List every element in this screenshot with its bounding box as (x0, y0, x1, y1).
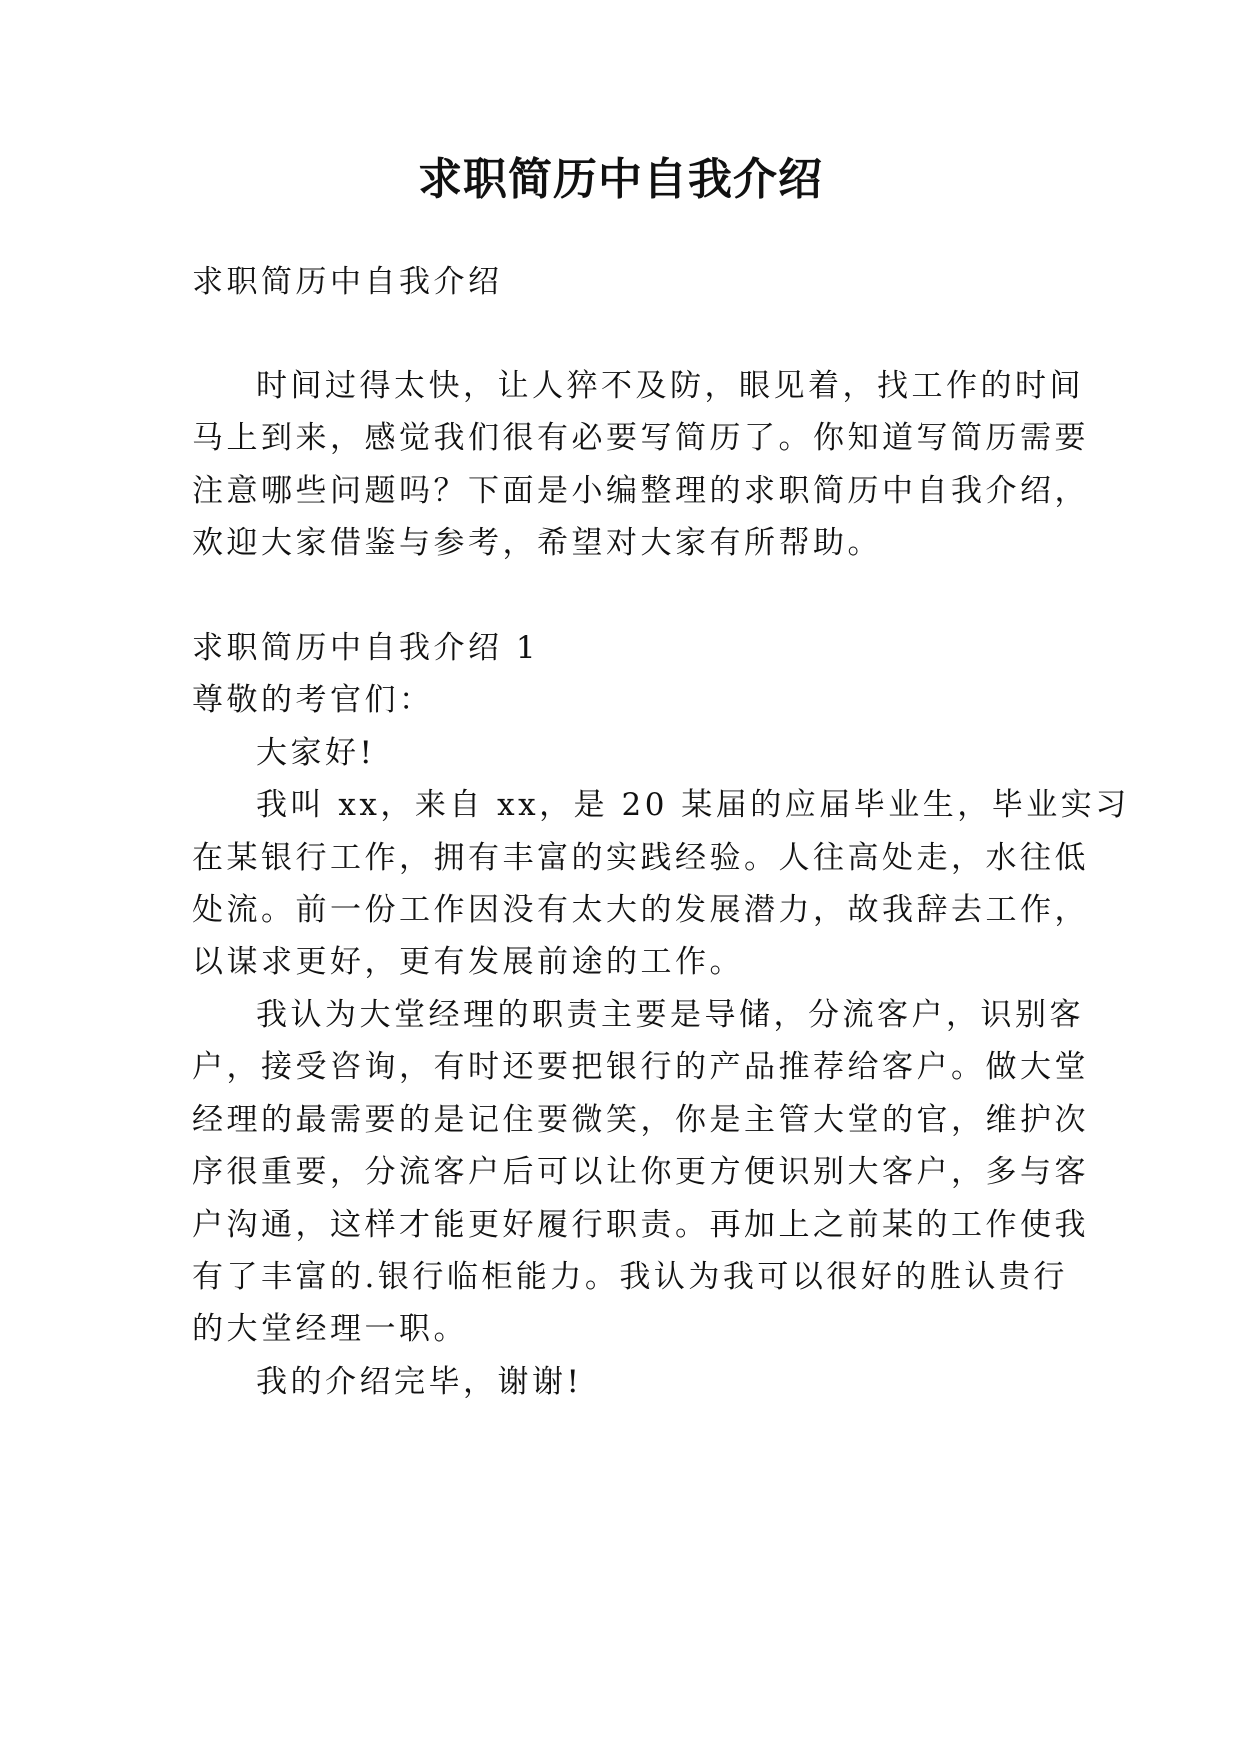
text-line: 我叫 xx，来自 xx，是 20 某届的应届毕业生，毕业实习 (256, 787, 1130, 823)
text-line: 欢迎大家借鉴与参考，希望对大家有所帮助。 (192, 525, 882, 561)
text-line: 处流。前一份工作因没有太大的发展潜力，故我辞去工作， (192, 892, 1089, 928)
text-line: 户沟通，这样才能更好履行职责。再加上之前某的工作使我 (192, 1207, 1089, 1243)
section-heading: 求职简历中自我介绍 1 (192, 630, 540, 666)
text-line: 在某银行工作，拥有丰富的实践经验。人往高处走，水往低 (192, 840, 1089, 876)
salutation: 尊敬的考官们： (192, 682, 434, 718)
text-line: 时间过得太快，让人猝不及防，眼见着，找工作的时间 (256, 368, 1084, 404)
text-line: 序很重要，分流客户后可以让你更方便识别大客户，多与客 (192, 1154, 1089, 1190)
heading-line: 求职简历中自我介绍 (192, 264, 503, 300)
text-line: 的大堂经理一职。 (192, 1311, 468, 1347)
text-line: 经理的最需要的是记住要微笑，你是主管大堂的官，维护次 (192, 1102, 1089, 1138)
text-line: 注意哪些问题吗？下面是小编整理的求职简历中自我介绍， (192, 473, 1089, 509)
text-line: 有了丰富的.银行临柜能力。我认为我可以很好的胜认贵行 (192, 1259, 1068, 1295)
text-line: 以谋求更好，更有发展前途的工作。 (192, 944, 744, 980)
document-title: 求职简历中自我介绍 (418, 154, 823, 205)
text-line: 马上到来，感觉我们很有必要写简历了。你知道写简历需要 (192, 420, 1089, 456)
greeting: 大家好! (256, 735, 376, 771)
text-line: 我认为大堂经理的职责主要是导储，分流客户，识别客 (256, 997, 1084, 1033)
closing-line: 我的介绍完毕，谢谢! (256, 1364, 583, 1400)
text-line: 户，接受咨询，有时还要把银行的产品推荐给客户。做大堂 (192, 1049, 1089, 1085)
